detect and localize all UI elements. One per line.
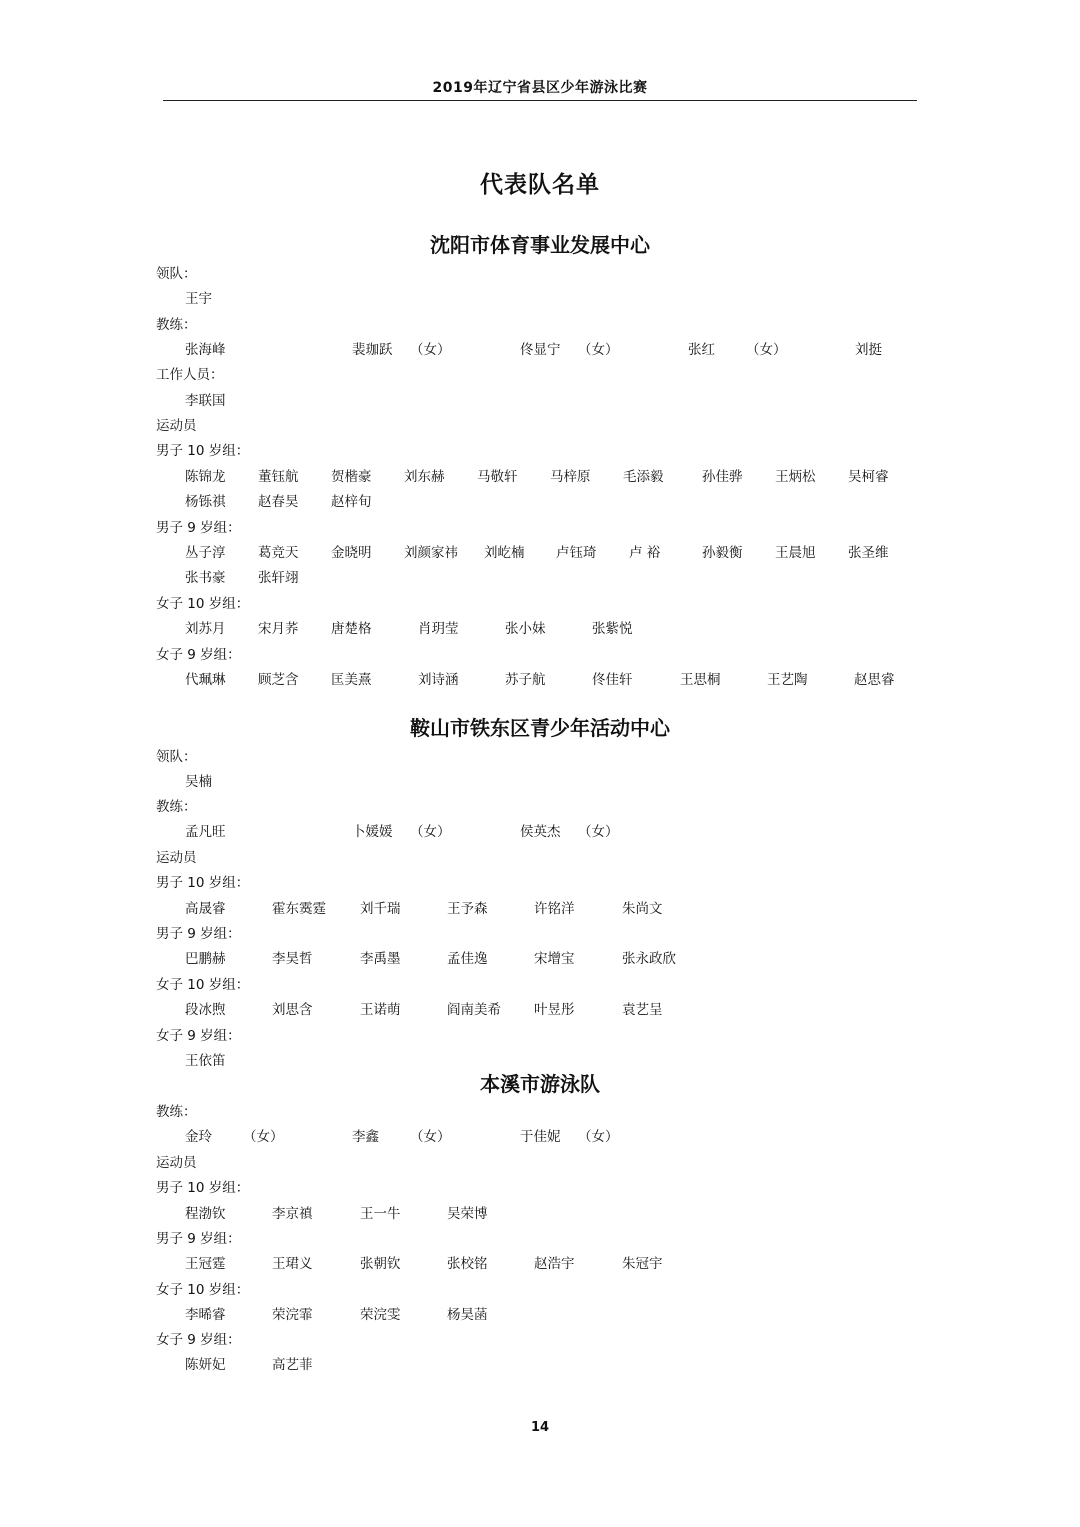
gender-note: （女） (578, 1129, 619, 1145)
athlete-name: 孟佳逸 (447, 951, 488, 967)
athlete-name: 刘千瑞 (360, 901, 401, 917)
athlete-name: 段冰煦 (185, 1002, 226, 1018)
athlete-name: 卢钰琦 (556, 545, 597, 561)
athlete-name: 葛竞天 (258, 545, 299, 561)
leader-name: 王宇 (185, 291, 212, 307)
athlete-name: 张轩翊 (258, 570, 299, 586)
coach-name: 裴珈跃 (352, 342, 393, 358)
athlete-name: 唐楚格 (331, 621, 372, 637)
running-header: 2019年辽宁省县区少年游泳比赛 (432, 80, 648, 96)
athlete-name: 张朝钦 (360, 1256, 401, 1272)
leader-name: 吴楠 (185, 774, 212, 790)
team-title-benxi: 本溪市游泳队 (480, 1072, 600, 1096)
coach-name: 金玲 (185, 1129, 212, 1145)
athletes-label: 运动员 (156, 850, 197, 866)
coach-name: 刘挺 (855, 342, 882, 358)
leader-row (0, 772, 1080, 792)
staff-name: 李联国 (185, 393, 226, 409)
group-label-girls9: 女子 9 岁组： (156, 1028, 241, 1044)
athlete-row (0, 619, 1080, 639)
athlete-name: 王晨旭 (775, 545, 816, 561)
gender-note: （女） (410, 824, 451, 840)
athlete-name: 王冠霆 (185, 1256, 226, 1272)
group-label-girls10: 女子 10 岁组： (156, 977, 250, 993)
group-label-girls9: 女子 9 岁组： (156, 647, 241, 663)
athlete-name: 李禹墨 (360, 951, 401, 967)
athlete-name: 王艺陶 (767, 672, 808, 688)
group-label-boys10: 男子 10 岁组： (156, 1180, 250, 1196)
athlete-row (0, 1000, 1080, 1020)
athlete-name: 吴荣博 (447, 1206, 488, 1222)
group-label-boys9: 男子 9 岁组： (156, 520, 241, 536)
athlete-name: 张小妹 (505, 621, 546, 637)
group-label-boys9: 男子 9 岁组： (156, 926, 241, 942)
leader-label: 领队： (156, 266, 197, 282)
coach-label: 教练： (156, 799, 197, 815)
group-label-girls9: 女子 9 岁组： (156, 1332, 241, 1348)
athlete-name: 王诺萌 (360, 1002, 401, 1018)
athlete-row (0, 1254, 1080, 1274)
athlete-row (0, 492, 1080, 512)
athlete-name: 张紫悦 (592, 621, 633, 637)
leader-label: 领队： (156, 749, 197, 765)
coach-name: 卜媛媛 (352, 824, 393, 840)
athlete-name: 霍东霙霆 (272, 901, 326, 917)
gender-note: （女） (410, 1129, 451, 1145)
gender-note: （女） (578, 342, 619, 358)
athlete-name: 王珺义 (272, 1256, 313, 1272)
athlete-name: 程渤钦 (185, 1206, 226, 1222)
coach-name: 侯英杰 (520, 824, 561, 840)
coach-name: 佟显宁 (520, 342, 561, 358)
athlete-name: 王予森 (447, 901, 488, 917)
athlete-name: 杨昊菡 (447, 1307, 488, 1323)
athlete-name: 阎南美希 (447, 1002, 501, 1018)
athlete-name: 肖玥莹 (418, 621, 459, 637)
athlete-name: 张校铭 (447, 1256, 488, 1272)
team-title-anshan: 鞍山市铁东区青少年活动中心 (410, 716, 670, 740)
athlete-name: 马梓原 (550, 469, 591, 485)
coach-name: 于佳妮 (520, 1129, 561, 1145)
athlete-name: 匡美熹 (331, 672, 372, 688)
coach-name: 孟凡旺 (185, 824, 226, 840)
athlete-name: 刘颜家祎 (404, 545, 458, 561)
gender-note: （女） (746, 342, 787, 358)
coach-name: 张红 (688, 342, 715, 358)
athlete-row (0, 949, 1080, 969)
group-label-boys9: 男子 9 岁组： (156, 1231, 241, 1247)
athlete-name: 刘东赫 (404, 469, 445, 485)
team-title-shenyang: 沈阳市体育事业发展中心 (430, 233, 650, 257)
athlete-name: 金晓明 (331, 545, 372, 561)
athlete-name: 王依笛 (185, 1053, 226, 1069)
group-label-boys10: 男子 10 岁组： (156, 443, 250, 459)
athlete-row (0, 543, 1080, 563)
athlete-name: 王思桐 (680, 672, 721, 688)
coach-row (0, 340, 1080, 360)
athlete-name: 卢 裕 (629, 545, 661, 561)
athlete-row (0, 1305, 1080, 1325)
athlete-name: 陈妍妃 (185, 1357, 226, 1373)
athlete-name: 张圣维 (848, 545, 889, 561)
document-title: 代表队名单 (480, 172, 600, 198)
athlete-name: 李京禛 (272, 1206, 313, 1222)
athlete-row (0, 1355, 1080, 1375)
athlete-name: 孙佳骅 (702, 469, 743, 485)
gender-note: （女） (410, 342, 451, 358)
athlete-row (0, 1051, 1080, 1071)
athlete-name: 刘屹楠 (484, 545, 525, 561)
leader-row (0, 289, 1080, 309)
athlete-name: 许铭洋 (534, 901, 575, 917)
athlete-name: 王炳松 (775, 469, 816, 485)
athlete-name: 佟佳轩 (592, 672, 633, 688)
athlete-row (0, 670, 1080, 690)
athlete-name: 刘诗涵 (418, 672, 459, 688)
athlete-name: 李昊哲 (272, 951, 313, 967)
coach-name: 张海峰 (185, 342, 226, 358)
coach-label: 教练： (156, 317, 197, 333)
athlete-name: 张永政欣 (622, 951, 676, 967)
coach-label: 教练： (156, 1104, 197, 1120)
athletes-label: 运动员 (156, 418, 197, 434)
group-label-girls10: 女子 10 岁组： (156, 596, 250, 612)
athlete-name: 杨铄祺 (185, 494, 226, 510)
page-number: 14 (530, 1420, 550, 1435)
athlete-name: 张书豪 (185, 570, 226, 586)
athlete-row (0, 568, 1080, 588)
athlete-name: 高艺菲 (272, 1357, 313, 1373)
athlete-name: 高晟睿 (185, 901, 226, 917)
athlete-name: 荣浣霏 (272, 1307, 313, 1323)
coach-row (0, 1127, 1080, 1147)
athlete-name: 苏子航 (505, 672, 546, 688)
athlete-name: 赵思睿 (854, 672, 895, 688)
athlete-name: 赵春昊 (258, 494, 299, 510)
group-label-boys10: 男子 10 岁组： (156, 875, 250, 891)
athlete-row (0, 467, 1080, 487)
athlete-name: 朱尚文 (622, 901, 663, 917)
athlete-name: 陈锦龙 (185, 469, 226, 485)
athletes-label: 运动员 (156, 1155, 197, 1171)
athlete-name: 代珮琳 (185, 672, 226, 688)
gender-note: （女） (578, 824, 619, 840)
athlete-name: 董钰航 (258, 469, 299, 485)
staff-row (0, 391, 1080, 411)
athlete-name: 宋月荞 (258, 621, 299, 637)
group-label-girls10: 女子 10 岁组： (156, 1282, 250, 1298)
athlete-name: 马敬轩 (477, 469, 518, 485)
athlete-name: 吴柯睿 (848, 469, 889, 485)
athlete-name: 荣浣雯 (360, 1307, 401, 1323)
athlete-name: 毛添毅 (623, 469, 664, 485)
athlete-name: 袁艺呈 (622, 1002, 663, 1018)
header-divider (163, 100, 917, 101)
athlete-name: 李晞睿 (185, 1307, 226, 1323)
gender-note: （女） (243, 1129, 284, 1145)
staff-label: 工作人员： (156, 367, 224, 383)
athlete-name: 王一牛 (360, 1206, 401, 1222)
athlete-name: 孙毅衡 (702, 545, 743, 561)
athlete-name: 丛子淳 (185, 545, 226, 561)
athlete-name: 刘苏月 (185, 621, 226, 637)
athlete-name: 朱冠宇 (622, 1256, 663, 1272)
athlete-name: 贺楷豪 (331, 469, 372, 485)
athlete-name: 叶昱彤 (534, 1002, 575, 1018)
athlete-name: 巴鹏赫 (185, 951, 226, 967)
athlete-name: 顾芝含 (258, 672, 299, 688)
coach-name: 李鑫 (352, 1129, 379, 1145)
athlete-row (0, 1204, 1080, 1224)
athlete-name: 赵梓旬 (331, 494, 372, 510)
athlete-name: 刘思含 (272, 1002, 313, 1018)
athlete-name: 赵浩宇 (534, 1256, 575, 1272)
athlete-row (0, 899, 1080, 919)
athlete-name: 宋增宝 (534, 951, 575, 967)
coach-row (0, 822, 1080, 842)
